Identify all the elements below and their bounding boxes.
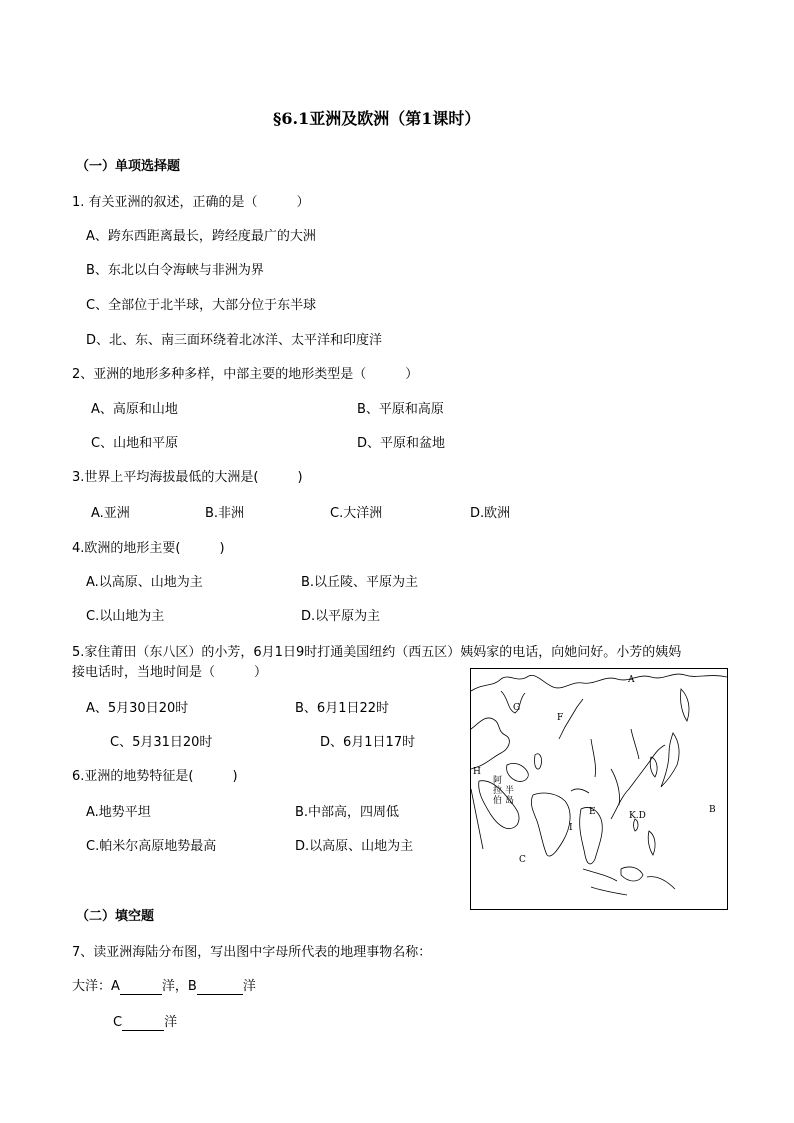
map-label-peninsula-3: 伯 <box>493 796 503 806</box>
map-label-peninsula-5: 岛 <box>505 796 515 806</box>
question-6-option-b[interactable]: B.中部高，四周低 <box>295 805 400 820</box>
question-5-stem-line-2: 接电话时，当地时间是（ ） <box>72 665 268 680</box>
question-2-option-a[interactable]: A、高原和山地 <box>91 402 178 417</box>
map-label-i: I <box>569 823 573 833</box>
ocean-label-prefix: 大洋：A <box>72 979 120 994</box>
question-1-option-a[interactable]: A、跨东西距离最长，跨经度最广的大洲 <box>86 229 316 244</box>
question-2-option-c[interactable]: C、山地和平原 <box>91 436 179 451</box>
question-5-option-d[interactable]: D、6月1日17时 <box>320 735 416 750</box>
question-4-option-b[interactable]: B.以丘陵、平原为主 <box>301 575 419 590</box>
question-1-option-d[interactable]: D、北、东、南三面环绕着北冰洋、太平洋和印度洋 <box>86 333 383 348</box>
map-label-peninsula-4: 半 <box>505 786 515 796</box>
section-heading-choice: （一）单项选择题 <box>76 159 181 174</box>
question-6-option-a[interactable]: A.地势平坦 <box>86 805 151 820</box>
question-6-stem: 6.亚洲的地势特征是( ) <box>72 769 238 784</box>
question-7-stem: 7、读亚洲海陆分布图，写出图中字母所代表的地理事物名称： <box>72 945 432 960</box>
question-4-option-d[interactable]: D.以平原为主 <box>301 609 381 624</box>
map-label-kd: K.D <box>629 811 646 821</box>
question-6-option-c[interactable]: C.帕米尔高原地势最高 <box>86 839 217 854</box>
map-label-a: A <box>628 675 635 685</box>
map-label-f: F <box>557 713 564 723</box>
map-label-peninsula-2: 拉 <box>493 786 503 796</box>
ocean-c-suffix: 洋 <box>164 1015 178 1030</box>
question-6-option-d[interactable]: D.以高原、山地为主 <box>295 839 414 854</box>
ocean-label-suffix: 洋 <box>242 979 256 994</box>
question-4-stem: 4.欧洲的地形主要( ) <box>72 541 225 556</box>
ocean-c-prefix: C <box>113 1015 123 1030</box>
question-5-option-c[interactable]: C、5月31日20时 <box>110 735 213 750</box>
question-2-option-d[interactable]: D、平原和盆地 <box>357 436 446 451</box>
question-7-answer-line-1 <box>72 975 256 995</box>
question-3-option-a[interactable]: A.亚洲 <box>91 506 130 521</box>
map-label-h: H <box>473 767 481 777</box>
question-4-option-c[interactable]: C.以山地为主 <box>86 609 165 624</box>
question-3-stem: 3.世界上平均海拔最低的大洲是( ) <box>72 470 303 485</box>
map-label-b: B <box>709 805 716 815</box>
question-2-stem: 2、亚洲的地形多种多样，中部主要的地形类型是（ ） <box>72 367 419 382</box>
question-1-stem: 1. 有关亚洲的叙述，正确的是（ ） <box>72 195 310 210</box>
question-5-stem-line-1: 5.家住莆田（东八区）的小芳，6月1日9时打通美国纽约（西五区）姨妈家的电话，向她问好。小芳的姨妈 <box>72 645 682 660</box>
question-2-option-b[interactable]: B、平原和高原 <box>357 402 444 417</box>
question-7-answer-line-2 <box>113 1011 177 1031</box>
map-label-e: E <box>589 807 596 817</box>
section-heading-fill-in: （二）填空题 <box>76 909 155 924</box>
map-label-g: G <box>513 703 521 713</box>
blank-ocean-c[interactable] <box>122 1015 164 1031</box>
question-5-option-b[interactable]: B、6月1日22时 <box>295 701 390 716</box>
blank-ocean-b[interactable] <box>197 979 243 995</box>
page-title: §6.1亚洲及欧洲（第1课时） <box>273 109 481 128</box>
question-5-option-a[interactable]: A、5月30日20时 <box>86 701 189 716</box>
question-3-option-c[interactable]: C.大洋洲 <box>330 506 383 521</box>
blank-ocean-a[interactable] <box>120 979 162 995</box>
question-3-option-d[interactable]: D.欧洲 <box>470 506 511 521</box>
asia-land-sea-map <box>470 668 728 910</box>
question-1-option-b[interactable]: B、东北以白令海峡与非洲为界 <box>86 263 264 278</box>
map-label-c: C <box>519 855 526 865</box>
question-1-option-c[interactable]: C、全部位于北半球，大部分位于东半球 <box>86 298 317 313</box>
ocean-label-mid: 洋，B <box>161 979 197 994</box>
question-4-option-a[interactable]: A.以高原、山地为主 <box>86 575 203 590</box>
question-3-option-b[interactable]: B.非洲 <box>205 506 245 521</box>
map-label-peninsula-1: 阿 <box>493 776 503 786</box>
